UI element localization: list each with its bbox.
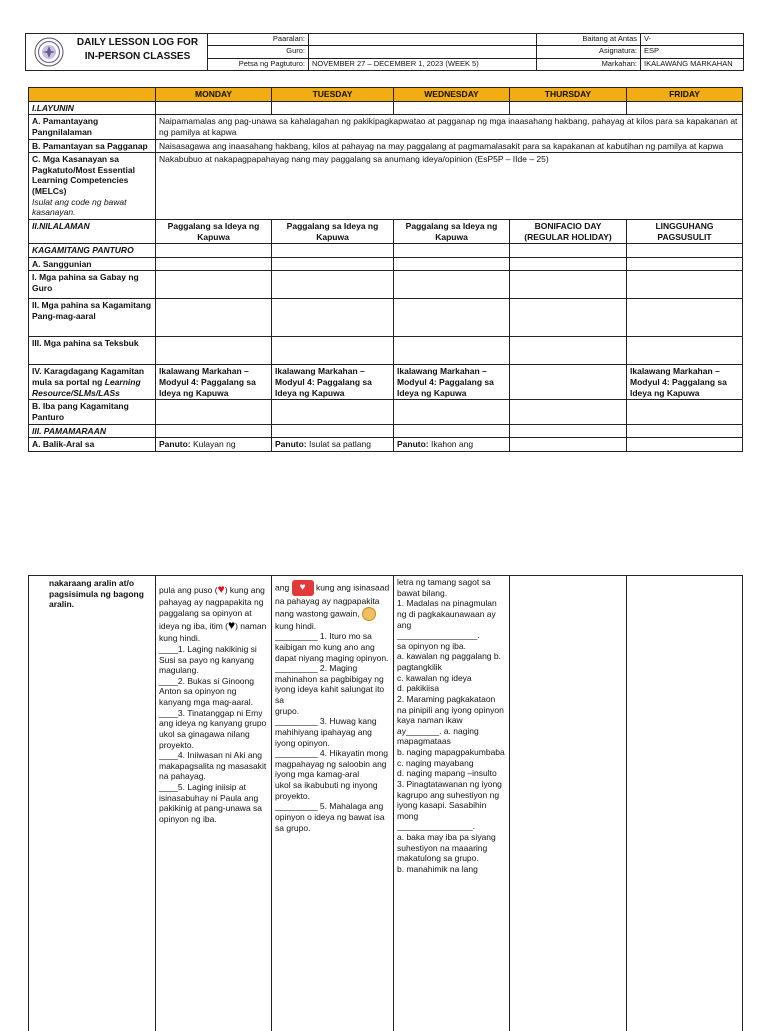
day-header-monday: MONDAY <box>156 88 272 102</box>
section-nilalaman: II.NILALAMAN <box>29 219 156 243</box>
panuto-label: Panuto: <box>159 439 191 449</box>
title-line-1: DAILY LESSON LOG FOR <box>70 36 205 50</box>
paaralan-value <box>309 34 537 46</box>
asignatura-label: Asignatura: <box>537 46 641 58</box>
panuto-monday <box>156 438 272 452</box>
panuto-monday-text: Kulayan ng <box>193 439 236 449</box>
label-teksbuk: III. Mga pahina sa Teksbuk <box>29 337 156 365</box>
karagdagang-friday: Ikalawang Markahan – Modyul 4: Paggalang sa Ideya ng Kapuwa <box>627 365 743 400</box>
karagdagang-wednesday: Ikalawang Markahan – Modyul 4: Paggalang sa Ideya ng Kapuwa <box>394 365 510 400</box>
melc-label-note: Isulat ang code ng bawat kasanayan. <box>32 197 152 218</box>
petsa-value: NOVEMBER 27 – DECEMBER 1, 2023 (WEEK 5) <box>309 58 537 70</box>
logo-title-cell <box>26 34 208 71</box>
header-info-table <box>25 33 744 71</box>
tuesday-items: _________ 1. Ituro mo sa kaibigan mo kung ano ang dapat niyang maging opinyon. _________ 2. Maging mahinahon sa pagbibigay ng iyong ideya kahit salungat ito sa grupo. _________ 3. Huwag kang mahihiyang ipahayag ang iyong opinyon. _________ 4. Hikayatin mong magpahayag ng saloobin ang iyong mga kamag-aral ukol sa ikabubuti ng inyong proyekto. _________ 5. Mahalaga ang opinyon o ideya ng bawat isa sa grupo. <box>275 631 390 833</box>
baitang-value: V- <box>641 34 744 46</box>
label-pamantayan-sa-pagganap: B. Pamantayan sa Pagganap <box>29 139 156 153</box>
asignatura-value: ESP <box>641 46 744 58</box>
panuto-wednesday <box>394 438 510 452</box>
section-kagamitan: KAGAMITANG PANTURO <box>29 244 156 258</box>
monday-instruction-pre: pula ang puso ( <box>159 585 218 595</box>
monday-items: ____1. Laging nakikinig si Susi sa payo ng kanyang magulang. ____2. Bukas si Ginoong Anton sa opinyon ng kanyang mga mag-aaral. ____3. Tinatanggap ni Emy ang ideya ng kanyang grupo ukol sa ginagawa nilang proyekto. ____4. Iniiwasan ni Aki ang makapagsalita ng masasakit na pahayag. ____5. Laging iniisip at isinasabuhay ni Paula ang pakikinig at pang-unawa sa opinyon ng iba. <box>159 644 268 825</box>
label-gabay-ng-guro: I. Mga pahina sa Gabay ng Guro <box>29 271 156 299</box>
sad-face-icon <box>362 607 376 621</box>
markahan-value: IKALAWANG MARKAHAN <box>641 58 744 70</box>
karagdagang-tuesday: Ikalawang Markahan – Modyul 4: Paggalang sa Ideya ng Kapuwa <box>272 365 394 400</box>
markahan-label: Markahan: <box>537 58 641 70</box>
melc-label-text: C. Mga Kasanayan sa Pagkatuto/Most Essential Learning Competencies (MELCs) <box>32 154 135 196</box>
baitang-label: Baitang at Antas <box>537 34 641 46</box>
black-heart-icon: ♥ <box>228 618 235 632</box>
label-melc <box>29 153 156 220</box>
monday-instruction-mid: ) kung ang pahayag ay nagpapakita ng paggalang sa opinyon at ideya ng iba, itim ( <box>159 585 265 631</box>
activity-thursday <box>510 576 627 1031</box>
activity-friday <box>627 576 743 1031</box>
tuesday-instruction-pre: ang <box>275 582 289 592</box>
text-pamantayan-sa-pagganap: Naisasagawa ang inaasahang hakbang, kilos at pahayag na may paggalang at pagmamalasakit para sa kapakanan at kabutihan ng pamilya at kapwa <box>156 139 743 153</box>
panuto-tuesday-text: Isulat sa patlang <box>309 439 371 449</box>
day-header-row <box>29 88 743 102</box>
tuesday-instruction-mid: kung ang isinasaad na pahayag ay nagpapakita nang wastong gawain, <box>275 582 389 618</box>
monday-instruction-post: ) naman kung hindi. <box>159 621 266 643</box>
nilalaman-friday: LINGGUHANG PAGSUSULIT <box>627 219 743 243</box>
label-karagdagang-kagamitan <box>29 365 156 400</box>
nilalaman-wednesday: Paggalang sa Ideya ng Kapuwa <box>394 219 510 243</box>
panuto-label: Panuto: <box>397 439 429 449</box>
panuto-label: Panuto: <box>275 439 307 449</box>
lesson-log-table-continued <box>28 575 743 1031</box>
red-heart-icon: ♥ <box>218 582 225 596</box>
guro-value <box>309 46 537 58</box>
karagdagang-monday: Ikalawang Markahan – Modyul 4: Paggalang sa Ideya ng Kapuwa <box>156 365 272 400</box>
activity-tuesday <box>272 576 394 1031</box>
day-header-wednesday: WEDNESDAY <box>394 88 510 102</box>
activity-monday <box>156 576 272 1031</box>
activity-wednesday: letra ng tamang sagot sa bawat bilang. 1. Madalas na pinagmulan ng di pagkakaunawaan ay ang _________________. sa opinyon ng iba. a. kawalan ng paggalang b. pagtangkilik c. kawalan ng ideya d. pakikiisa 2. Maraming pagkakataon na pinipili ang iyong opinyon kaya naman ikaw ay_______. a. naging mapagmataas b. naging mapagpakumbaba c. naging mayabang d. naging mapang –insulto 3. Pinagtatawanan ng iyong kagrupo ang suhestiyon ng iyong kasapi. Sasabihin mong ________________. a. baka may iba pa siyang suhestiyon na maaaring makatulong sa grupo. b. manahimik na lang <box>394 576 510 1031</box>
text-pamantayang-pangnilalaman: Naipamamalas ang pag-unawa sa kahalagahan ng pakikipagkapwatao at pagganap ng mga inaasahang hakbang, pahayag at kilos para sa kapakanan at ng pamilya at kapwa <box>156 115 743 139</box>
panuto-wednesday-text: Ikahon ang <box>431 439 473 449</box>
day-header-thursday: THURSDAY <box>510 88 627 102</box>
panuto-tuesday <box>272 438 394 452</box>
tuesday-instruction-post: kung hindi. <box>275 621 316 631</box>
karagdagang-label-text: IV. Karagdagang Kagamitan mula sa portal ng <box>32 366 144 387</box>
karagdagang-label-italic: Learning Resource/SLMs/LASs <box>32 377 141 398</box>
heart-tile-icon: ♥ <box>292 580 314 596</box>
karagdagang-thursday <box>510 365 627 400</box>
label-balik-aral-continued: nakaraang aralin at/o pagsisimula ng bagong aralin. <box>29 576 156 1031</box>
label-iba-pang-kagamitan: B. Iba pang Kagamitang Panturo <box>29 400 156 424</box>
label-balik-aral: A. Balik-Aral sa <box>29 438 156 452</box>
nilalaman-thursday: BONIFACIO DAY (REGULAR HOLIDAY) <box>510 219 627 243</box>
label-kagamitang-mag-aaral: II. Mga pahina sa Kagamitang Pang-mag-aaral <box>29 299 156 337</box>
paaralan-label: Paaralan: <box>208 34 309 46</box>
label-sanggunian: A. Sanggunian <box>29 257 156 271</box>
text-melc: Nakabubuo at nakapagpapahayag nang may paggalang sa anumang ideya/opinion (EsP5P – IIde – 25) <box>156 153 743 220</box>
label-pamantayang-pangnilalaman: A. Pamantayang Pangnilalaman <box>29 115 156 139</box>
corner-cell <box>29 88 156 102</box>
title-line-2: IN-PERSON CLASSES <box>70 50 205 64</box>
nilalaman-tuesday: Paggalang sa Ideya ng Kapuwa <box>272 219 394 243</box>
day-header-friday: FRIDAY <box>627 88 743 102</box>
lesson-log-table <box>28 87 743 452</box>
petsa-label: Petsa ng Pagtuturo: <box>208 58 309 70</box>
day-header-tuesday: TUESDAY <box>272 88 394 102</box>
guro-label: Guro: <box>208 46 309 58</box>
section-layunin: I.LAYUNIN <box>29 101 156 115</box>
nilalaman-monday: Paggalang sa Ideya ng Kapuwa <box>156 219 272 243</box>
section-pamamaraan: III. PAMAMARAAN <box>29 424 156 438</box>
